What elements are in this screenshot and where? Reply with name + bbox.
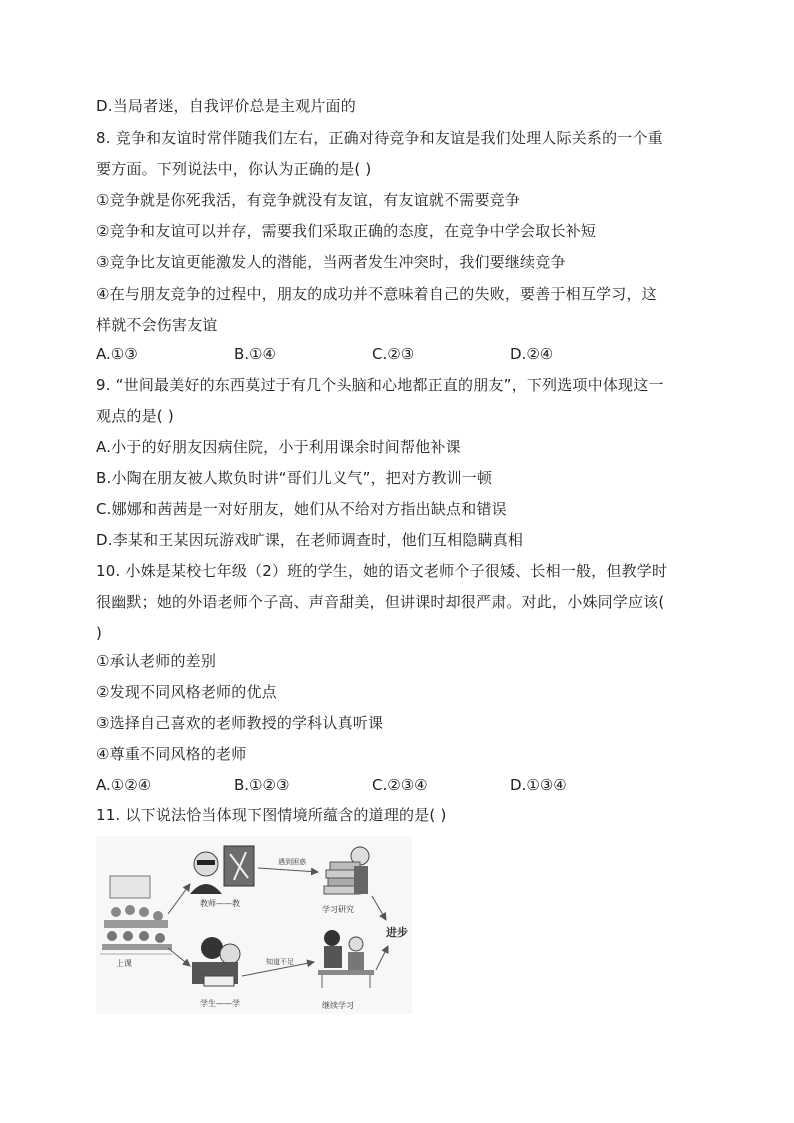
fig-label-progress: 进步	[386, 926, 408, 939]
fig-label-difficulty: 遇到困惑	[278, 858, 306, 866]
q8-option-a: A.①③	[96, 345, 138, 363]
student-figure	[192, 937, 240, 986]
fig-label-teacher: 教师——教	[200, 899, 240, 908]
arrow-research-to-progress	[372, 896, 386, 920]
q10-item2: ②发现不同风格老师的优点	[96, 683, 277, 701]
q8-option-c: C.②③	[372, 345, 415, 363]
fig-label-continue: 继续学习	[322, 1001, 354, 1010]
q8-item1: ①竞争就是你死我活，有竞争就没有友谊，有友谊就不需要竞争	[96, 191, 521, 209]
q9-stem-line1: 9. “世间最美好的东西莫过于有几个头脑和心地都正直的朋友”，下列选项中体现这一	[96, 376, 664, 394]
fig-label-student: 学生——学	[200, 999, 240, 1008]
arrow-class-to-student	[168, 948, 190, 966]
classroom-scene	[100, 876, 172, 954]
q9-option-b: B.小陶在朋友被人欺负时讲“哥们儿义气”，把对方教训一顿	[96, 469, 493, 487]
q8-option-b: B.①④	[234, 345, 276, 363]
q9-option-d: D.李某和王某因玩游戏旷课，在老师调查时，他们互相隐瞒真相	[96, 531, 524, 549]
q8-item3: ③竞争比友谊更能激发人的潜能，当两者发生冲突时，我们要继续竞争	[96, 253, 566, 271]
q11-stem: 11. 以下说法恰当体现下图情境所蕴含的道理的是( )	[96, 806, 447, 824]
q10-item3: ③选择自己喜欢的老师教授的学科认真听课	[96, 714, 384, 732]
q10-option-a: A.①②④	[96, 776, 152, 794]
arrow-continue-to-progress	[376, 946, 388, 970]
q7-option-d: D.当局者迷，自我评价总是主观片面的	[96, 97, 356, 115]
fig-label-research: 学习研究	[322, 905, 354, 914]
q8-item4-line2: 样就不会伤害友谊	[96, 316, 218, 334]
q9-option-c: C.娜娜和茜茜是一对好朋友，她们从不给对方指出缺点和错误	[96, 500, 507, 518]
fig-label-class: 上课	[116, 959, 132, 968]
fig-label-insufficient: 知道不足	[266, 958, 294, 966]
q10-item4: ④尊重不同风格的老师	[96, 745, 247, 763]
q10-option-c: C.②③④	[372, 776, 428, 794]
q9-stem-line2: 观点的是( )	[96, 407, 174, 425]
arrow-teacher-to-research	[258, 868, 318, 872]
q11-illustration	[96, 836, 412, 1014]
q10-stem-line1: 10. 小姝是某校七年级（2）班的学生，她的语文老师个子很矮、长相一般，但教学时	[96, 562, 668, 580]
q10-option-b: B.①②③	[234, 776, 290, 794]
q8-option-d: D.②④	[510, 345, 554, 363]
q10-stem-line3: )	[96, 624, 103, 642]
illustration-svg	[96, 836, 412, 1014]
q8-item2: ②竞争和友谊可以并存，需要我们采取正确的态度，在竞争中学会取长补短	[96, 222, 597, 240]
q8-stem-line1: 8. 竞争和友谊时常伴随我们左右，正确对待竞争和友谊是我们处理人际关系的一个重	[96, 129, 663, 147]
q8-item4-line1: ④在与朋友竞争的过程中，朋友的成功并不意味着自己的失败，要善于相互学习，这	[96, 285, 657, 303]
arrow-class-to-teacher	[168, 884, 190, 914]
q9-option-a: A.小于的好朋友因病住院，小于利用课余时间帮他补课	[96, 438, 461, 456]
q10-option-d: D.①③④	[510, 776, 567, 794]
q10-item1: ①承认老师的差别	[96, 652, 217, 670]
q8-stem-line2: 要方面。下列说法中，你认为正确的是( )	[96, 160, 372, 178]
research-figure	[324, 847, 369, 894]
q10-stem-line2: 很幽默；她的外语老师个子高、声音甜美，但讲课时却很严肃。对此，小姝同学应该(	[96, 593, 665, 611]
teacher-figure	[190, 846, 254, 894]
continue-study-figure	[318, 930, 374, 988]
